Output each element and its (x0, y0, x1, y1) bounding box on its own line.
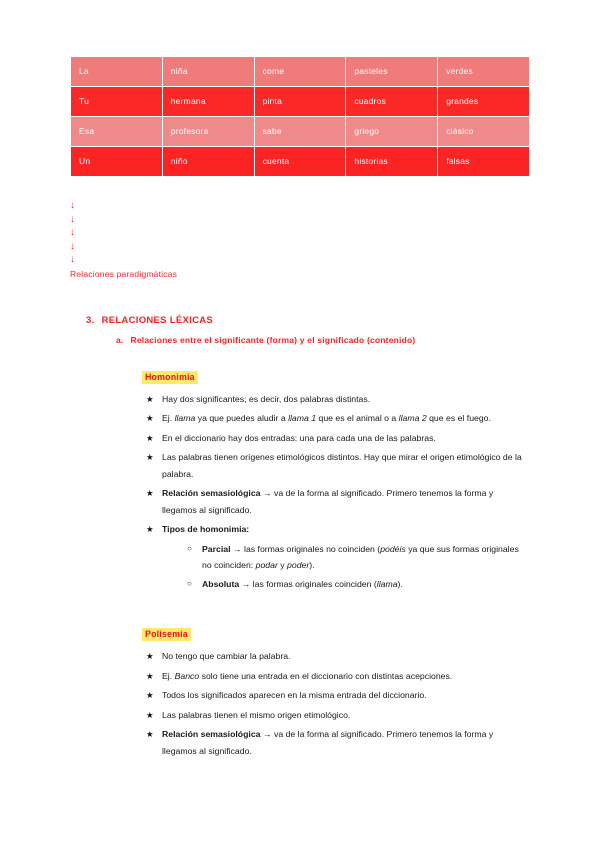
table-cell: griego (346, 117, 438, 147)
list-item (146, 707, 530, 724)
list-item-text: Tipos de homonimia: (162, 524, 250, 534)
subsection-letter: a. (116, 334, 124, 345)
list-item (146, 521, 530, 592)
list-item-text: Parcial → las formas originales no coinciden (podéis ya que sus formas originales no coinciden: podar y poder). (202, 543, 519, 570)
table-cell: hermana (162, 87, 254, 117)
list-item-text: Ej. llama ya que puedes aludir a llama 1 que es el animal o a llama 2 que es el fuego. (162, 413, 491, 423)
list-item (146, 648, 530, 665)
circle-bullet-icon: ○ (187, 578, 192, 588)
table-cell: sabe (254, 117, 346, 147)
list-item-text: Ej. Banco solo tiene una entrada en el diccionario con distintas acepciones. (162, 670, 453, 681)
table-cell: profesora (162, 117, 254, 147)
arrow-down-icon: ↓ (70, 227, 75, 238)
star-bullet-icon: ★ (146, 413, 154, 423)
arrow-down-icon: ↓ (70, 200, 75, 211)
list-item-text: Las palabras tienen orígenes etimológicos distintos. Hay que mirar el origen etimológico de la palabra. (162, 452, 522, 479)
sentence-table (70, 56, 530, 177)
list-item (146, 391, 530, 408)
table-cell: Esa (71, 117, 163, 147)
table-cell: come (254, 57, 346, 87)
polisemia-block (70, 606, 530, 759)
table-cell: historias (346, 147, 438, 177)
table-cell: Un (71, 147, 163, 177)
table-cell: cuenta (254, 147, 346, 177)
table-cell: niño (162, 147, 254, 177)
star-bullet-icon: ★ (146, 690, 154, 700)
list-item (187, 576, 524, 593)
star-bullet-icon: ★ (146, 709, 154, 720)
table-cell: grandes (438, 87, 530, 117)
star-bullet-icon: ★ (146, 651, 154, 661)
homonimia-title: Homonimia (142, 371, 198, 384)
arrow-down-icon: ↓ (70, 254, 75, 265)
star-bullet-icon: ★ (146, 729, 154, 739)
star-bullet-icon: ★ (146, 524, 154, 534)
table-row (71, 57, 530, 87)
homonimia-sublist (162, 541, 524, 593)
table-cell: Tu (71, 87, 163, 117)
arrow-down-icon: ↓ (70, 213, 75, 225)
table-row (71, 147, 530, 177)
subsection-title: Relaciones entre el significante (forma) y el significado (contenido) (130, 334, 416, 345)
subsection-heading (116, 335, 530, 345)
list-item (146, 668, 530, 685)
list-item-text: No tengo que cambiar la palabra. (162, 651, 291, 661)
table-cell: pasteles (346, 57, 438, 87)
list-item (146, 410, 530, 427)
arrow-down-icon: ↓ (70, 240, 75, 252)
star-bullet-icon: ★ (146, 670, 154, 681)
list-item (146, 430, 530, 447)
table-row (71, 87, 530, 117)
list-item-text: Relación semasiológica → va de la forma al significado. Primero tenemos la forma y llegamos al significado. (162, 488, 494, 515)
table-row (71, 117, 530, 147)
star-bullet-icon: ★ (146, 393, 154, 404)
table-cell: verdes (438, 57, 530, 87)
paradigmatic-relations-label: Relaciones paradigmáticas (70, 268, 178, 279)
table-cell: La (71, 57, 163, 87)
polisemia-list (70, 648, 530, 759)
table-cell: pinta (254, 87, 346, 117)
polisemia-title: Polisemia (142, 628, 191, 641)
table-cell: clásico (438, 117, 530, 147)
table-cell: falsas (438, 147, 530, 177)
section-title: RELACIONES LÉXICAS (101, 314, 214, 326)
list-item-text: Absoluta → las formas originales coinciden (llama). (202, 578, 403, 589)
list-item-text: En el diccionario hay dos entradas: una para cada una de las palabras. (162, 432, 436, 443)
list-item (146, 485, 530, 518)
star-bullet-icon: ★ (146, 488, 154, 498)
star-bullet-icon: ★ (146, 452, 154, 462)
list-item (146, 687, 530, 704)
circle-bullet-icon: ○ (187, 543, 192, 553)
star-bullet-icon: ★ (146, 432, 154, 443)
list-item-text: Las palabras tienen el mismo origen etimológico. (162, 709, 351, 720)
list-item (187, 541, 524, 574)
section-number: 3. (86, 314, 95, 326)
list-item (146, 449, 530, 482)
homonimia-list (70, 391, 530, 593)
list-item (146, 726, 530, 759)
list-item-text: Relación semasiológica → va de la forma al significado. Primero tenemos la forma y llegamos al significado. (162, 729, 494, 756)
list-item-text: Todos los significados aparecen en la misma entrada del diccionario. (162, 690, 427, 700)
table-cell: niña (162, 57, 254, 87)
section-heading (86, 315, 530, 326)
list-item-text: Hay dos significantes; es decir, dos palabras distintas. (162, 393, 371, 404)
arrow-column (70, 199, 530, 279)
table-cell: cuadros (346, 87, 438, 117)
homonimia-block (70, 349, 530, 593)
